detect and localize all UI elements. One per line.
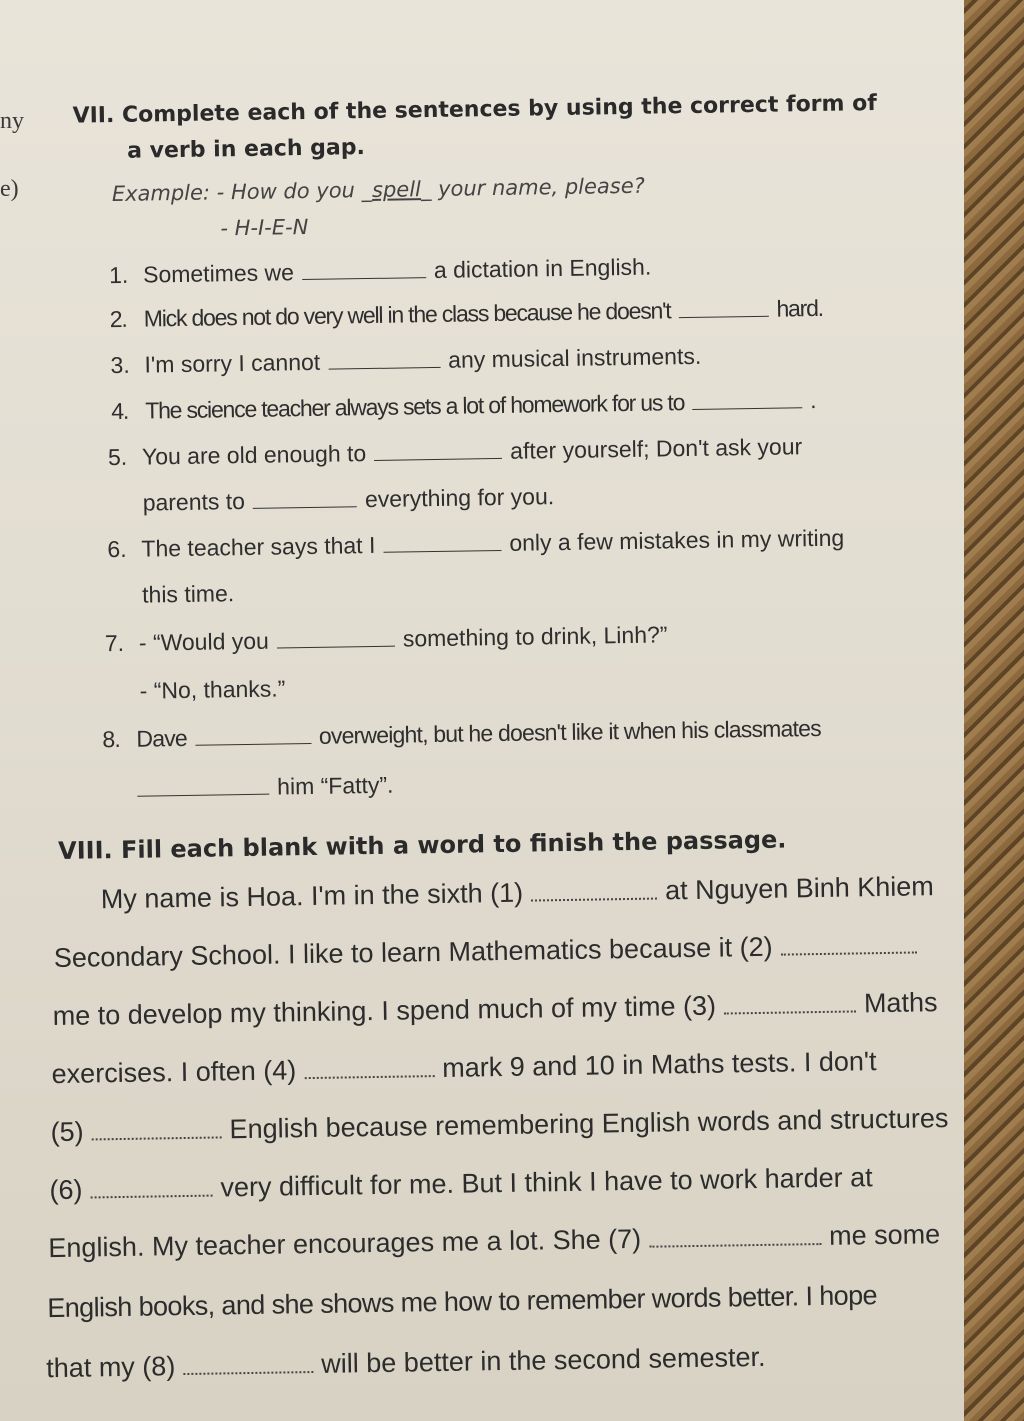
item-text-post: overweight, but he doesn't like it when his classmates [318, 714, 822, 749]
passage-text-pre: exercises. I often (4) [51, 1055, 297, 1090]
answer-gap[interactable] [195, 725, 311, 746]
item-text-post: hard. [776, 294, 824, 322]
passage-blank-8[interactable] [183, 1353, 313, 1375]
item-text-post: . [809, 387, 816, 414]
item-text-post: only a few mistakes in my writing [509, 524, 845, 556]
item-text-post: any musical instruments. [447, 342, 702, 373]
item-number: 2. [109, 305, 127, 333]
exercise-item-7-cont [105, 675, 285, 705]
item-number: 5. [107, 443, 128, 471]
item-text-post: everything for you. [364, 483, 555, 513]
example-question [112, 174, 645, 206]
passage-blank-2[interactable] [780, 933, 916, 955]
passage-text-pre: English. My teacher encourages me a lot. She (7) [48, 1223, 642, 1264]
item-text-pre: Dave [136, 724, 188, 752]
answer-gap[interactable] [277, 628, 395, 649]
item-text-post: a dictation in English. [433, 253, 652, 283]
passage-line-5 [50, 1103, 948, 1148]
item-text-pre: I'm sorry I cannot [144, 348, 321, 378]
passage-line-7 [48, 1219, 940, 1264]
item-number: 7. [104, 629, 125, 657]
passage-text-post: mark 9 and 10 in Maths tests. I don't [441, 1046, 877, 1083]
exercise-item-1 [109, 254, 652, 290]
item-text-pre: The teacher says that I [141, 531, 376, 562]
exercise-item-2 [110, 295, 824, 333]
example-answer-line: - H-I-E-N [220, 214, 309, 241]
section-7-title-line1: VII. Complete each of the sentences by using the correct form of [72, 91, 878, 129]
passage-text-pre: English books, and she shows me how to remember words better. I hope [47, 1280, 878, 1324]
passage-blank-7[interactable] [649, 1225, 821, 1248]
passage-blank-5[interactable] [91, 1118, 221, 1140]
exercise-item-4 [111, 387, 816, 425]
exercise-item-6-cont [108, 580, 234, 609]
answer-gap[interactable] [374, 440, 502, 461]
item-number: 8. [102, 725, 121, 753]
answer-gap[interactable] [383, 532, 501, 553]
exercise-item-8-cont [137, 772, 394, 803]
section-8-title: VIII. Fill each blank with a word to finish the passage. [57, 825, 787, 865]
item-text-pre: - “Would you [138, 627, 270, 656]
passage-text-post: Maths [863, 987, 938, 1019]
passage-line-9 [46, 1342, 766, 1384]
item-number [106, 699, 140, 700]
exercise-item-6 [107, 525, 844, 564]
passage-text-post: English because remembering English words and structures [229, 1103, 949, 1145]
example-question-post: _ your name, please? [420, 173, 646, 202]
passage-text-pre: (6) [49, 1174, 83, 1206]
item-number: 4. [111, 397, 129, 425]
passage-text-pre: (5) [50, 1116, 84, 1148]
passage-line-4 [51, 1046, 876, 1090]
passage-text-pre: My name is Hoa. I'm in the sixth (1) [100, 877, 524, 915]
passage-text-post: very difficult for me. But I think I have to work harder at [220, 1162, 873, 1203]
item-number [108, 603, 142, 604]
item-number: 1. [108, 261, 129, 289]
answer-gap[interactable] [692, 389, 802, 410]
passage-text-pre: that my (8) [46, 1351, 176, 1384]
example-question-pre: - How do you _ [216, 177, 373, 205]
passage-text-post: me some [828, 1219, 941, 1251]
item-text-pre: The science teacher always sets a lot of homework for us to [145, 389, 685, 424]
passage-text-post: at Nguyen Binh Khiem [664, 871, 935, 906]
answer-gap[interactable] [253, 488, 357, 509]
passage-line-8 [47, 1280, 877, 1324]
margin-mark-2: e) [0, 176, 19, 202]
margin-mark-1: ny [0, 108, 24, 134]
example-label: Example: [111, 180, 211, 207]
item-text-pre: Mick does not do very well in the class because he doesn't [143, 297, 671, 332]
exercise-item-7 [105, 621, 668, 657]
wicker-background [964, 0, 1024, 1421]
item-number: 3. [110, 351, 130, 379]
passage-line-1 [101, 871, 934, 915]
passage-text-pre: me to develop my thinking. I spend much of my time (3) [52, 990, 717, 1032]
item-text-pre: Sometimes we [142, 259, 295, 288]
item-number: 6. [107, 535, 127, 563]
passage-line-3 [53, 987, 938, 1032]
item-text-pre: You are old enough to [141, 440, 367, 470]
exercise-item-8 [102, 715, 821, 753]
exercise-item-5 [108, 433, 803, 471]
item-text-pre: parents to [142, 487, 246, 516]
section-7-title-line2: a verb in each gap. [126, 135, 366, 164]
passage-blank-1[interactable] [531, 880, 657, 902]
item-text-pre: this time. [141, 580, 235, 608]
passage-line-6 [49, 1162, 873, 1206]
passage-text-post: will be better in the second semester. [321, 1341, 766, 1379]
passage-line-2 [54, 929, 925, 974]
item-text-post: something to drink, Linh?” [402, 621, 668, 652]
answer-gap[interactable] [137, 776, 269, 797]
item-text-pre: - “No, thanks.” [139, 675, 286, 704]
passage-text-pre: Secondary School. I like to learn Mathematics because it (2) [53, 931, 773, 974]
answer-gap[interactable] [328, 349, 440, 370]
item-text-post: him “Fatty”. [276, 771, 394, 800]
passage-blank-6[interactable] [90, 1177, 212, 1199]
answer-gap[interactable] [678, 298, 768, 318]
passage-blank-4[interactable] [304, 1057, 434, 1079]
passage-blank-3[interactable] [724, 992, 856, 1014]
example-answer: spell [371, 177, 422, 202]
exercise-item-5-cont [108, 483, 554, 517]
item-number [109, 511, 143, 512]
item-text-post: after yourself; Don't ask your [509, 433, 803, 464]
exercise-item-3 [110, 343, 701, 379]
answer-gap[interactable] [302, 259, 426, 280]
